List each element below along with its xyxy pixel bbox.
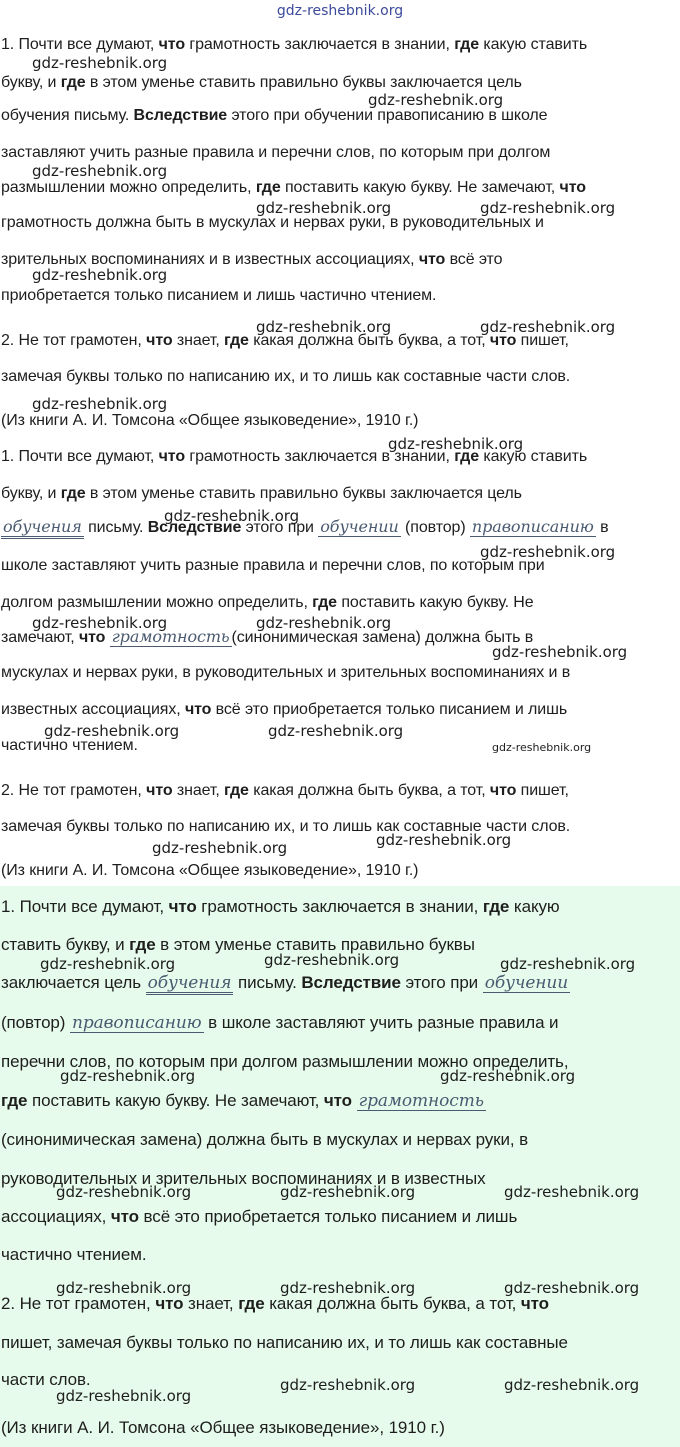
watermark: gdz-reshebnik.org [256, 318, 392, 336]
text-line: обучения письму. Вследствие этого при обучении правописанию в школе [1, 107, 548, 124]
watermark: gdz-reshebnik.org [280, 1279, 416, 1297]
watermark: gdz-reshebnik.org [504, 1183, 640, 1201]
text-line: частично чтением. [1, 737, 138, 754]
handwritten-word: грамотность [111, 627, 230, 646]
watermark: gdz-reshebnik.org [56, 1387, 192, 1405]
text-line: где поставить какую букву. Не замечают, что грамотность [1, 1091, 484, 1111]
watermark: gdz-reshebnik.org [480, 543, 616, 561]
watermark: gdz-reshebnik.org [504, 1279, 640, 1297]
watermark: gdz-reshebnik.org [504, 1376, 640, 1394]
watermark: gdz-reshebnik.org [60, 1067, 196, 1085]
header-watermark: gdz-reshebnik.org [276, 3, 404, 19]
text-line: 2. Не тот грамотен, что знает, где какая должна быть буква, а тот, что [1, 1294, 549, 1313]
watermark: gdz-reshebnik.org [368, 91, 504, 109]
text-line: замечают, что грамотность (синонимическая замена) должна быть в [1, 627, 534, 646]
handwritten-word: обучении [484, 973, 569, 993]
watermark: gdz-reshebnik.org [480, 199, 616, 217]
text-line: зрительных воспоминаниях и в известных ассоциациях, что всё это [1, 251, 503, 268]
handwritten-word: обучении [320, 517, 399, 536]
watermark: gdz-reshebnik.org [268, 722, 404, 740]
watermark: gdz-reshebnik.org [164, 507, 300, 525]
watermark: gdz-reshebnik.org [32, 162, 168, 180]
text-line: известных ассоциациях, что всё это приобретается только писанием и лишь [1, 701, 568, 718]
text-line: перечни слов, по которым при долгом размышлении можно определить, [1, 1052, 569, 1071]
text-line: заставляют учить разные правила и перечни слов, по которым при долгом [1, 144, 551, 161]
text-line: пишет, замечая буквы только по написанию их, и то лишь как составные [1, 1333, 568, 1352]
watermark: gdz-reshebnik.org [32, 614, 168, 632]
text-line: (синонимическая замена) должна быть в мускулах и нервах руки, в [1, 1130, 529, 1149]
watermark: gdz-reshebnik.org [280, 1183, 416, 1201]
text-line: частично чтением. [1, 1245, 147, 1264]
text-line: 2. Не тот грамотен, что знает, где какая должна быть буква, а тот, что пишет, [1, 782, 569, 799]
text-line: 2. Не тот грамотен, что знает, где какая должна быть буква, а тот, что пишет, [1, 332, 569, 349]
watermark: gdz-reshebnik.org [376, 831, 512, 849]
watermark: gdz-reshebnik.org [280, 1376, 416, 1394]
text-line: букву, и где в этом уменье ставить правильно буквы заключается цель [1, 74, 522, 91]
text-line: замечая буквы только по написанию их, и то лишь как составные части слов. [1, 368, 571, 385]
text-line: 1. Почти все думают, что грамотность заключается в знании, где какую ставить [1, 448, 588, 465]
watermark: gdz-reshebnik.org [492, 741, 592, 754]
watermark: gdz-reshebnik.org [480, 318, 616, 336]
handwritten-word: правописанию [471, 517, 594, 536]
watermark: gdz-reshebnik.org [32, 54, 168, 72]
handwritten-word: грамотность [358, 1091, 484, 1111]
watermark: gdz-reshebnik.org [56, 1183, 192, 1201]
handwritten-word: обучения [1, 518, 84, 539]
text-line: (повтор) правописанию в школе заставляют учить разные правила и [1, 1013, 559, 1033]
watermark: gdz-reshebnik.org [492, 643, 628, 661]
source-citation: (Из книги А. И. Томсона «Общее языковедение», 1910 г.) [1, 1418, 445, 1437]
watermark: gdz-reshebnik.org [40, 955, 176, 973]
text-line: обучения письму. Вследствие этого при обучении (повтор) правописанию в [1, 518, 609, 539]
watermark: gdz-reshebnik.org [500, 955, 636, 973]
source-citation: (Из книги А. И. Томсона «Общее языковедение», 1910 г.) [1, 412, 419, 429]
text-line: ассоциациях, что всё это приобретается только писанием и лишь [1, 1207, 518, 1226]
text-line: размышлении можно определить, где поставить какую букву. Не замечают, что [1, 179, 586, 196]
text-line: 1. Почти все думают, что грамотность заключается в знании, где какую ставить [1, 36, 588, 53]
text-line: заключается цель обучения письму. Вследствие этого при обучении [1, 973, 569, 993]
source-citation: (Из книги А. И. Томсона «Общее языковедение», 1910 г.) [1, 862, 419, 879]
watermark: gdz-reshebnik.org [56, 1279, 192, 1297]
text-line: части слов. [1, 1370, 91, 1389]
watermark: gdz-reshebnik.org [264, 951, 400, 969]
text-line: руководительных и зрительных воспоминаниях и в известных [1, 1169, 486, 1188]
text-line: долгом размышлении можно определить, где поставить какую букву. Не [1, 594, 534, 611]
handwritten-word: обучения [147, 973, 232, 993]
text-line: 1. Почти все думают, что грамотность заключается в знании, где какую [1, 897, 560, 916]
handwritten-word: правописанию [71, 1013, 202, 1033]
watermark: gdz-reshebnik.org [152, 839, 288, 857]
text-line: ставить букву, и где в этом уменье ставить правильно буквы [1, 935, 475, 954]
watermark: gdz-reshebnik.org [44, 722, 180, 740]
watermark: gdz-reshebnik.org [256, 199, 392, 217]
watermark: gdz-reshebnik.org [256, 614, 392, 632]
text-line: букву, и где в этом уменье ставить правильно буквы заключается цель [1, 485, 522, 502]
watermark: gdz-reshebnik.org [388, 435, 524, 453]
text-line: замечая буквы только по написанию их, и то лишь как составные части слов. [1, 818, 571, 835]
text-line: приобретается только писанием и лишь частично чтением. [1, 287, 437, 304]
watermark: gdz-reshebnik.org [32, 395, 168, 413]
watermark: gdz-reshebnik.org [32, 266, 168, 284]
text-line: школе заставляют учить разные правила и перечни слов, по которым при [1, 557, 545, 574]
text-line: мускулах и нервах руки, в руководительных и зрительных воспоминаниях и в [1, 664, 571, 681]
watermark: gdz-reshebnik.org [440, 1067, 576, 1085]
text-line: грамотность должна быть в мускулах и нервах руки, в руководительных и [1, 214, 544, 231]
